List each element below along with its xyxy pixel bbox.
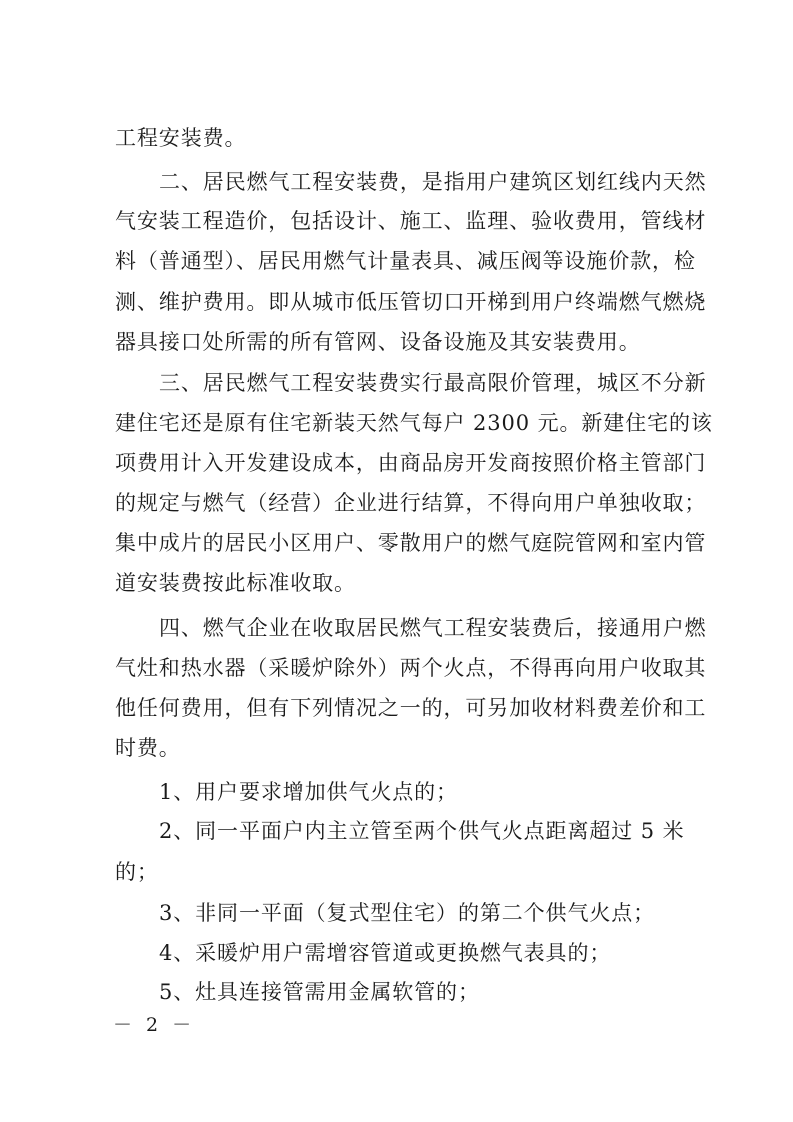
text-line: 建住宅还是原有住宅新装天然气每户 2300 元。新建住宅的该 [115,411,713,435]
text-line: 的； [115,860,159,884]
text-line: 道安装费按此标准收取。 [115,571,356,595]
paragraph-2-start: 二、居民燃气工程安装费，是指用户建筑区划红线内天然 [159,170,707,194]
list-item-4: 4、采暖炉用户需增容管道或更换燃气表具的； [159,941,612,965]
list-item-2: 2、同一平面户内主立管至两个供气火点距离超过 5 米 [159,819,685,843]
text-line: 器具接口处所需的所有管网、设备设施及其安装费用。 [115,330,641,354]
list-item-3: 3、非同一平面（复式型住宅）的第二个供气火点； [159,901,656,925]
text-line: 气安装工程造价，包括设计、施工、监理、验收费用，管线材 [115,209,707,233]
text-line: 集中成片的居民小区用户、零散用户的燃气庭院管网和室内管 [115,531,707,555]
text-line: 的规定与燃气（经营）企业进行结算，不得向用户单独收取； [115,491,707,515]
text-line: 他任何费用，但有下列情况之一的，可另加收材料费差价和工 [115,696,707,720]
text-line: 时费。 [115,736,181,760]
text-line: 料（普通型）、居民用燃气计量表具、减压阀等设施价款，检 [115,249,696,273]
list-item-5: 5、灶具连接管需用金属软管的； [159,980,480,1004]
paragraph-4-start: 四、燃气企业在收取居民燃气工程安装费后，接通用户燃 [159,616,707,640]
text-line: 工程安装费。 [115,126,247,150]
list-item-1: 1、用户要求增加供气火点的； [159,780,458,804]
text-line: 项费用计入开发建设成本，由商品房开发商按照价格主管部门 [115,451,707,475]
page-number: － 2 － [113,1014,196,1036]
text-line: 气灶和热水器（采暖炉除外）两个火点，不得再向用户收取其 [115,656,707,680]
paragraph-3-start: 三、居民燃气工程安装费实行最高限价管理，城区不分新 [159,371,707,395]
text-line: 测、维护费用。即从城市低压管切口开梯到用户终端燃气燃烧 [115,290,707,314]
